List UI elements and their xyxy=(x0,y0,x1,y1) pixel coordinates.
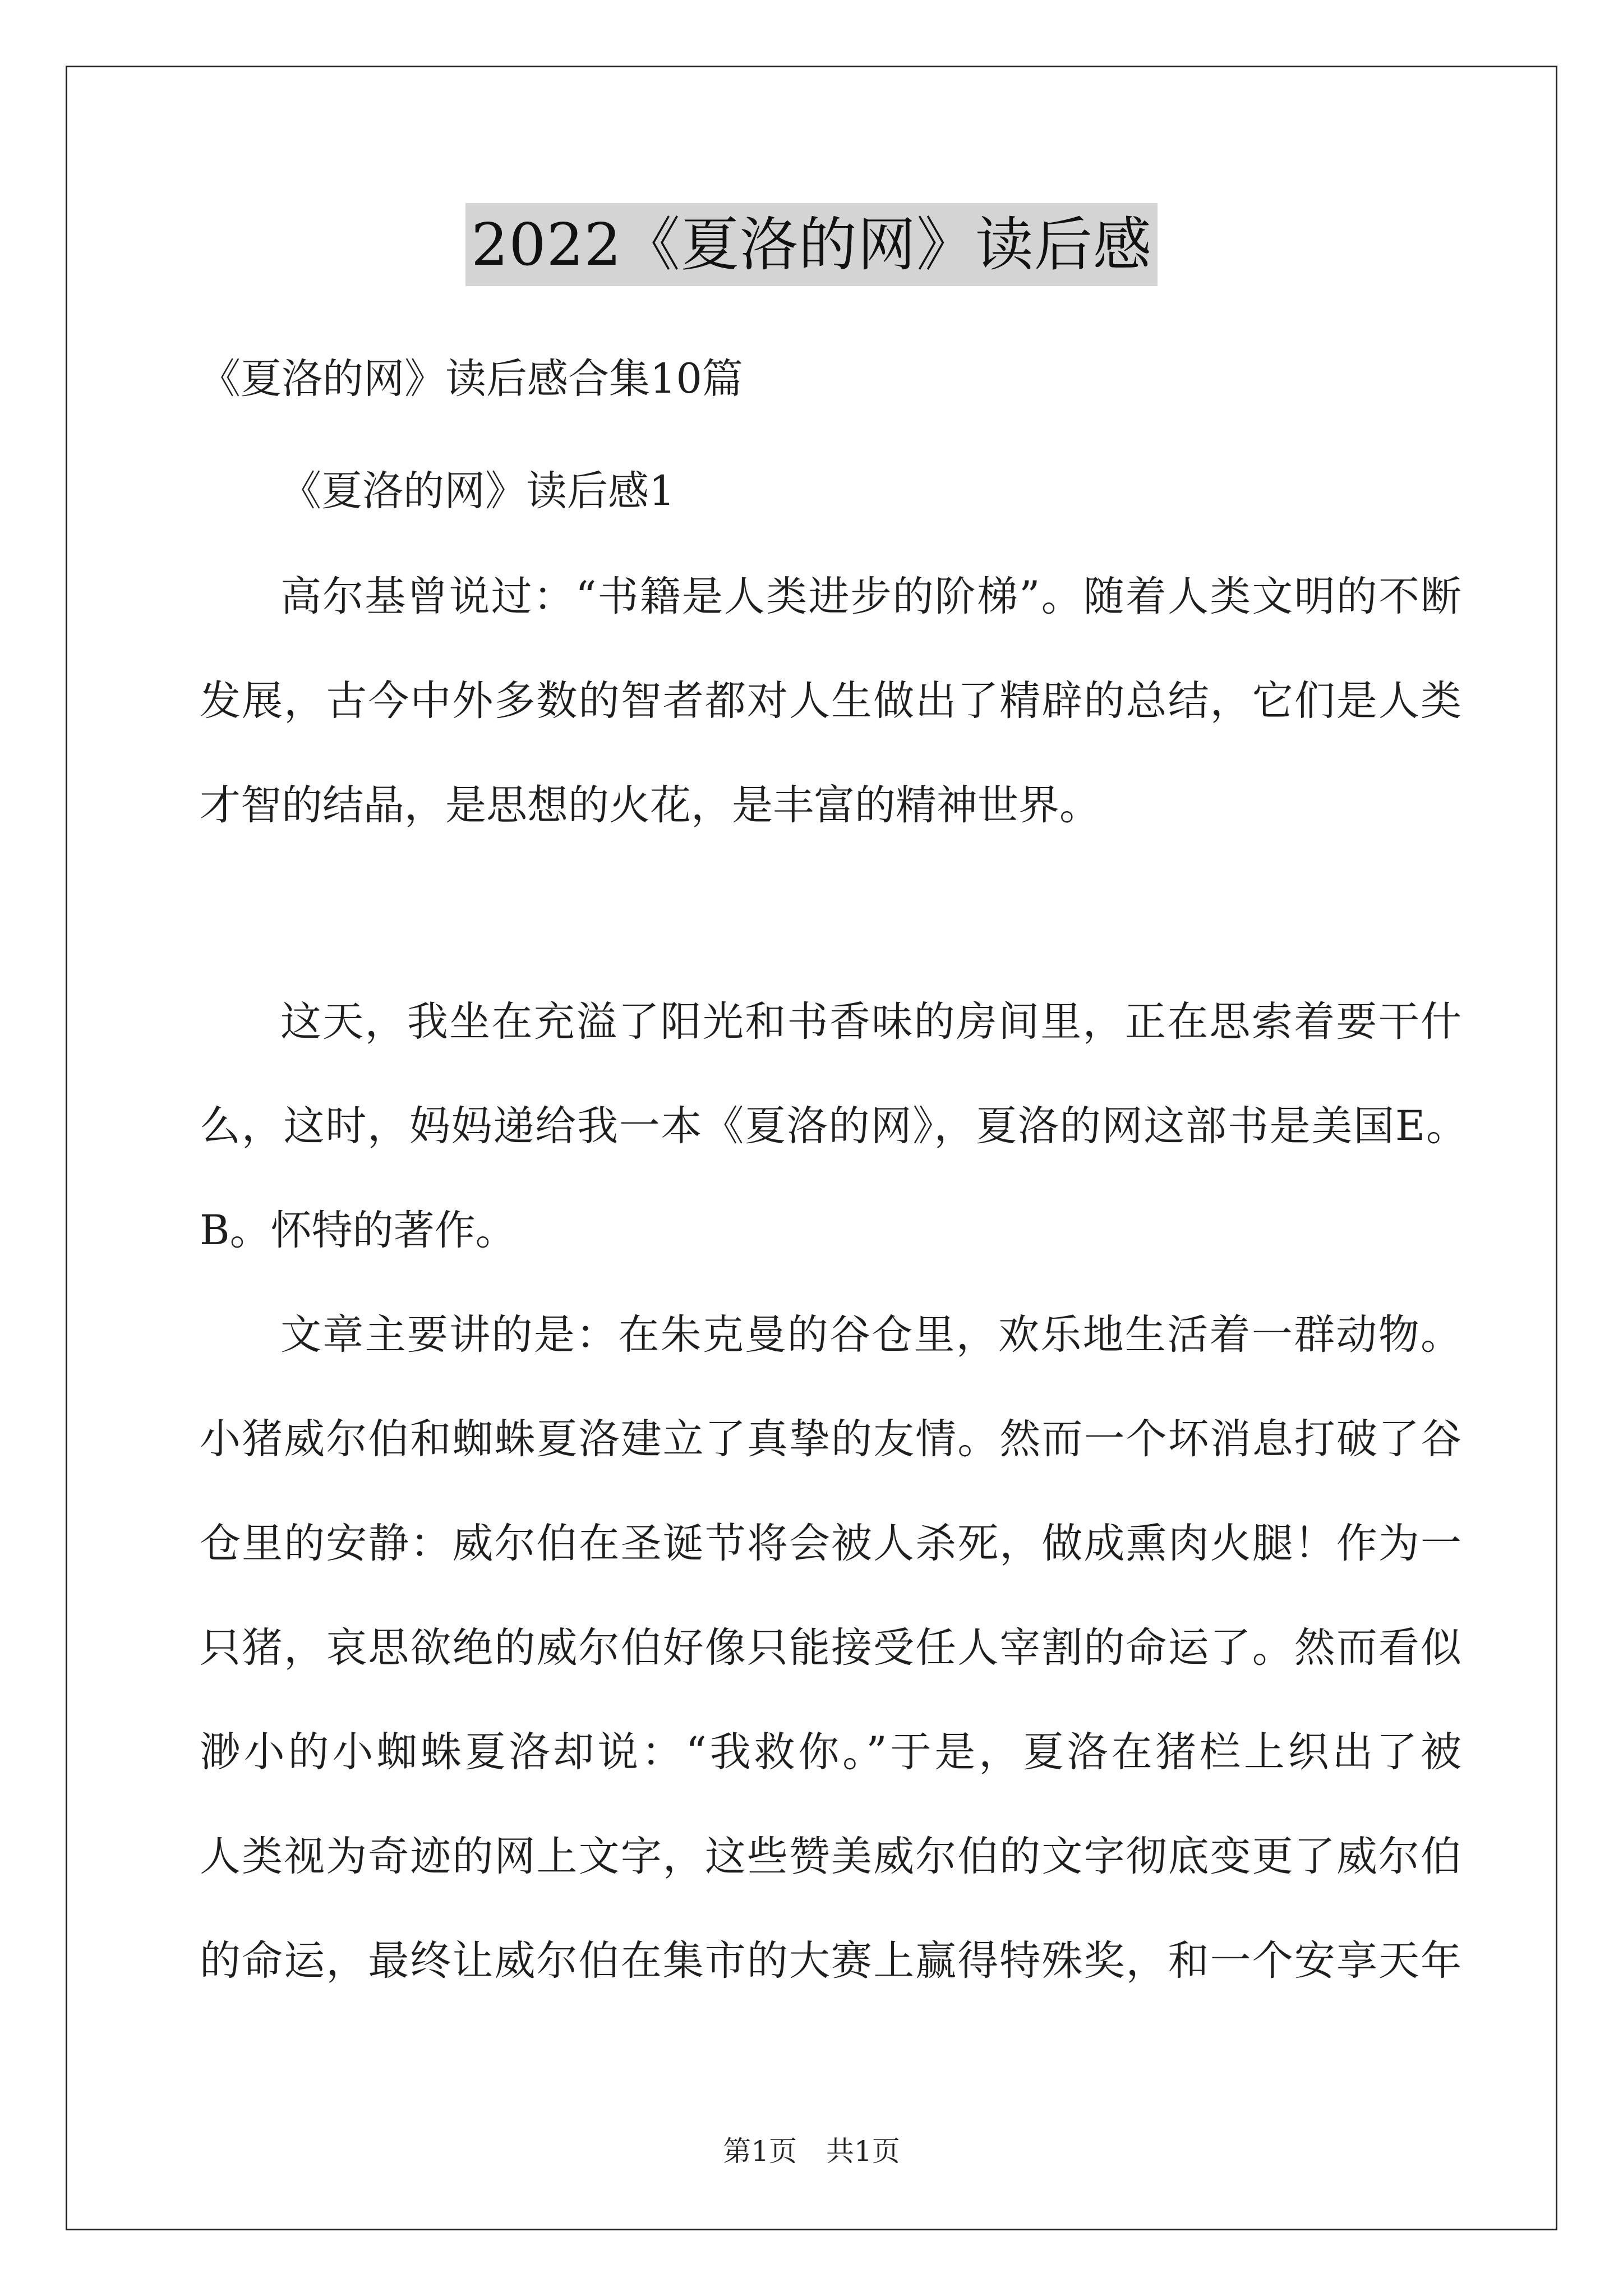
page-footer xyxy=(0,2132,1623,2171)
document-title: 2022《夏洛的网》读后感 xyxy=(465,203,1158,286)
paragraph-line: B。怀特的著作。 xyxy=(200,1207,517,1254)
paragraph-line: 仓里的安静：威尔伯在圣诞节将会被人杀死，做成熏肉火腿！作为一 xyxy=(200,1520,1461,1567)
paragraph-line: 么，这时，妈妈递给我一本《夏洛的网》，夏洛的网这部书是美国E。 xyxy=(200,1102,1467,1150)
paragraph-line: 高尔基曾说过：“书籍是人类进步的阶梯”。随着人类文明的不断 xyxy=(280,573,1461,620)
paragraph-line: 人类视为奇迹的网上文字，这些赞美威尔伯的文字彻底变更了威尔伯 xyxy=(200,1833,1461,1880)
document-subtitle: 《夏洛的网》读后感合集10篇 xyxy=(200,355,743,403)
title-container xyxy=(0,203,1623,286)
paragraph-line: 只猪，哀思欲绝的威尔伯好像只能接受任人宰割的命运了。然而看似 xyxy=(200,1624,1461,1672)
paragraph-line: 发展，古今中外多数的智者都对人生做出了精辟的总结，它们是人类 xyxy=(200,677,1461,725)
paragraph-line: 文章主要讲的是：在朱克曼的谷仓里，欢乐地生活着一群动物。 xyxy=(280,1311,1461,1359)
paragraph-line: 的命运，最终让威尔伯在集市的大赛上赢得特殊奖，和一个安享天年 xyxy=(200,1937,1461,1985)
paragraph-line: 小猪威尔伯和蜘蛛夏洛建立了真挚的友情。然而一个坏消息打破了谷 xyxy=(200,1415,1461,1463)
page-number-total: 共1页 xyxy=(826,2135,900,2168)
paragraph-line: 才智的结晶，是思想的火花，是丰富的精神世界。 xyxy=(200,781,1100,829)
section-heading: 《夏洛的网》读后感1 xyxy=(280,467,675,515)
paragraph-line: 这天，我坐在充溢了阳光和书香味的房间里，正在思索着要干什 xyxy=(280,998,1461,1046)
page-number-current: 第1页 xyxy=(723,2135,797,2168)
paragraph-line: 渺小的小蜘蛛夏洛却说：“我救你。”于是，夏洛在猪栏上织出了被 xyxy=(200,1728,1461,1776)
